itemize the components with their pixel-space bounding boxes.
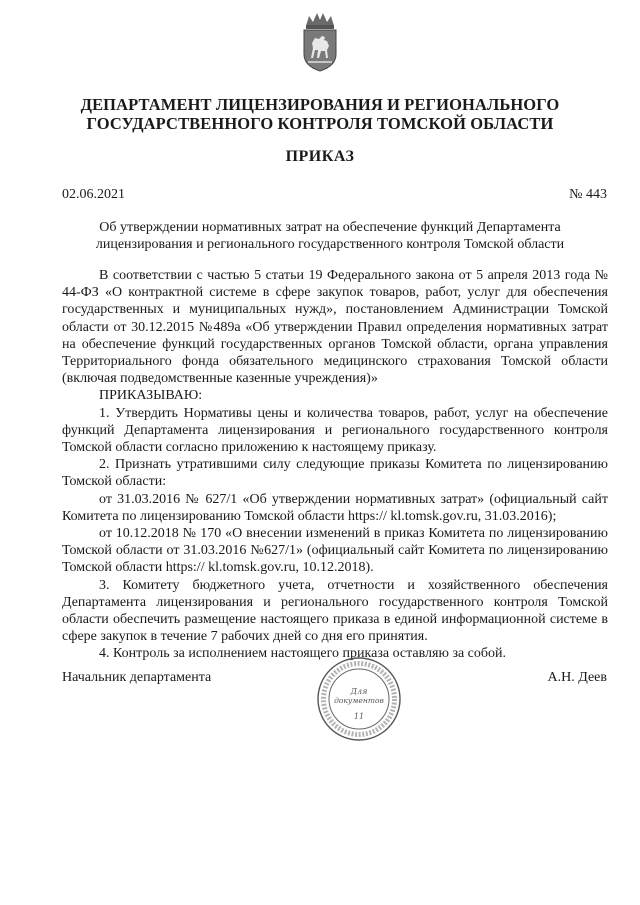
document-number: № 443: [569, 187, 607, 202]
preamble-paragraph: В соответствии с частью 5 статьи 19 Федерального закона от 5 апреля 2013 года № 44-ФЗ «О контрактной системе в сфере закупок товаров, работ, услуг для обеспечения государственных и муниципальных нужд», постановлением Администрации Томской области от 30.12.2015 №489а «Об утверждении Правил определения нормативных затрат на обеспечение функций государственных органов Томской области, органа управления Территориального фонда обязательного медицинского страхования Томской области (включая подведомственные казенные учреждения)»: [62, 268, 608, 387]
tomsk-coat-of-arms-icon: [300, 10, 340, 72]
order-item-4: 4. Контроль за исполнением настоящего приказа оставляю за собой.: [99, 646, 507, 662]
stamp-number: 11: [353, 712, 365, 721]
order-item-3: 3. Комитету бюджетного учета, отчетности и хозяйственного обеспечения Департамента лицензирования и регионального государственного контроля Томской области обеспечить размещение настоящего приказа в единой информационной системе в сфере закупок в течение 7 рабочих дней со дня его принятия.: [62, 577, 608, 645]
order-item-2: 2. Признать утратившими силу следующие приказы Комитета по лицензированию Томской области:: [62, 457, 608, 490]
order-item-2-b: от 10.12.2018 № 170 «О внесении изменений в приказ Комитета по лицензированию Томской области от 31.03.2016 №627/1» (официальный сайт Комитета по лицензированию Томской области https:// kl.tomsk.gov.ru, 10.12.2018).: [62, 526, 608, 576]
stamp-text-1: Для: [350, 687, 368, 696]
document-subject: [80, 219, 580, 253]
order-item-2-a: от 31.03.2016 № 627/1 «Об утверждении нормативных затрат» (официальный сайт Комитета по лицензированию Томской области https:// kl.tomsk.gov.ru, 31.03.2016);: [62, 491, 608, 524]
organization-name: [40, 95, 600, 133]
document-type-title: ПРИКАЗ: [285, 148, 355, 165]
signatory-name: А.Н. Деев: [547, 670, 607, 685]
round-stamp: [316, 656, 402, 742]
stamp-text-2: документов: [334, 696, 384, 705]
signatory-position: Начальник департамента: [62, 670, 212, 685]
organization-name-line1: ДЕПАРТАМЕНТ ЛИЦЕНЗИРОВАНИЯ И РЕГИОНАЛЬНОГО: [80, 95, 560, 114]
order-word: ПРИКАЗЫВАЮ:: [99, 388, 203, 404]
document-body: [62, 267, 608, 663]
document-date: 02.06.2021: [62, 187, 125, 202]
organization-name-line2: ГОСУДАРСТВЕННОГО КОНТРОЛЯ ТОМСКОЙ ОБЛАСТИ: [86, 114, 554, 133]
subject-line2: лицензирования и регионального государственного контроля Томской области: [95, 237, 565, 252]
subject-line1: Об утверждении нормативных затрат на обеспечение функций Департамента: [99, 220, 561, 235]
order-item-1: 1. Утвердить Нормативы цены и количества товаров, работ, услуг на обеспечение функций Департамента лицензирования и регионального государственного контроля Томской области согласно приложению к настоящему приказу.: [62, 405, 608, 456]
